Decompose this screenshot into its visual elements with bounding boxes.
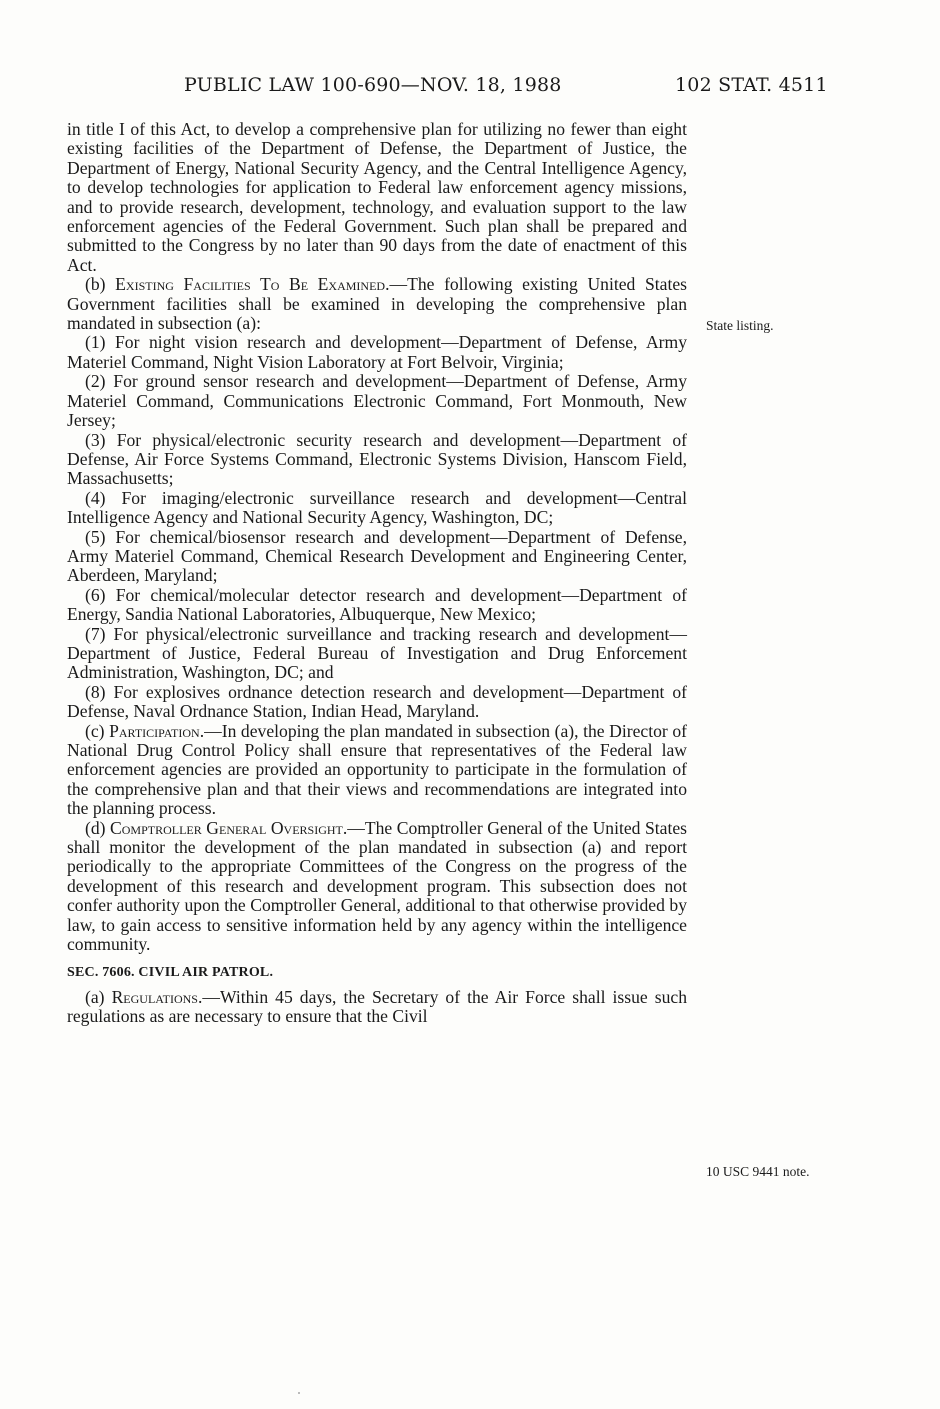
subsection-c-text: —In developing the plan mandated in subsection (a), the Director of National Drug Control Policy shall ensure that representatives of the Federal law enforcement agencies are provided an opportunity to participate in the formulation of the comprehensive plan and that their views and recommendations are integrated into the planning process. — [67, 720, 687, 819]
subsection-b-text: —The following existing United States Government facilities shall be examined in developing the comprehensive plan mandated in subsection (a): — [67, 274, 688, 334]
subsection-d-label: (d) — [85, 817, 111, 838]
facility-item-5: (5) For chemical/biosensor research and development—Department of Defense, Army Materiel Command, Chemical Research Development and Engineering Center, Aberdeen, Maryland; — [67, 526, 687, 586]
subsection-a-heading: Regulations. — [111, 986, 203, 1007]
scan-speck — [298, 1392, 300, 1394]
stat-page-reference: 102 STAT. 4511 — [675, 74, 828, 96]
subsection-b — [67, 275, 687, 333]
facility-item-4: (4) For imaging/electronic surveillance research and development—Central Intelligence Agency and National Security Agency, Washington, DC; — [67, 487, 687, 528]
facility-item-8: (8) For explosives ordnance detection research and development—Department of Defense, Naval Ordnance Station, Indian Head, Maryland. — [67, 681, 687, 722]
intro-paragraph: in title I of this Act, to develop a comprehensive plan for utilizing no fewer than eight existing facilities of the Department of Defense, the Department of Justice, the Department of Energy, National Security Agency, and the Central Intelligence Agency, to develop technologies for application to Federal law enforcement agency missions, and to provide research, development, technology, and evaluation support to the law enforcement agencies of the Federal Government. Such plan shall be prepared and submitted to the Congress by no later than 90 days from the date of enactment of this Act. — [67, 119, 687, 275]
facility-item-7: (7) For physical/electronic surveillance and tracking research and development—Department of Justice, Federal Bureau of Investigation and Drug Enforcement Administration, Washington, DC; and — [67, 623, 687, 683]
facility-item-1: (1) For night vision research and development—Department of Defense, Army Materiel Command, Night Vision Laboratory at Fort Belvoir, Virginia; — [67, 332, 687, 372]
subsection-b-heading: Existing Facilities To Be Examined. — [115, 274, 390, 295]
body-text — [67, 120, 687, 1027]
facility-item-2: (2) For ground sensor research and development—Department of Defense, Army Materiel Command, Communications Electronic Command, Fort Monmouth, New Jersey; — [67, 371, 687, 431]
subsection-a-text: —Within 45 days, the Secretary of the Air Force shall issue such regulations as are necessary to ensure that the Civil — [67, 986, 687, 1027]
margin-note-usc: 10 USC 9441 note. — [706, 1164, 810, 1179]
subsection-a-regulations — [67, 988, 687, 1027]
running-head: PUBLIC LAW 100-690—NOV. 18, 1988 — [184, 74, 562, 96]
subsection-c-label: (c) — [85, 720, 110, 741]
margin-note-state-listing: State listing. — [706, 318, 774, 333]
subsection-c — [67, 722, 687, 819]
subsection-d — [67, 819, 687, 955]
subsection-c-heading: Participation. — [109, 720, 205, 741]
subsection-b-label: (b) — [85, 274, 116, 295]
subsection-a-label: (a) — [85, 986, 112, 1007]
facility-item-3: (3) For physical/electronic security research and development—Department of Defense, Air Force Systems Command, Electronic Systems Division, Hanscom Field, Massachusetts; — [67, 429, 687, 489]
facility-item-6: (6) For chemical/molecular detector research and development—Department of Energy, Sandia National Laboratories, Albuquerque, New Mexico; — [67, 584, 687, 625]
subsection-d-heading: Comptroller General Oversight. — [110, 817, 348, 838]
subsection-d-text: —The Comptroller General of the United States shall monitor the development of the plan mandated in subsection (a) and report periodically to the appropriate Committees of the Congress on the progress of the development of this research and development program. This subsection does not confer authority upon the Comptroller General, additional to that otherwise provided by law, to gain access to sensitive information held by any agency within the intelligence community. — [67, 817, 687, 955]
section-heading: SEC. 7606. CIVIL AIR PATROL. — [67, 965, 274, 981]
